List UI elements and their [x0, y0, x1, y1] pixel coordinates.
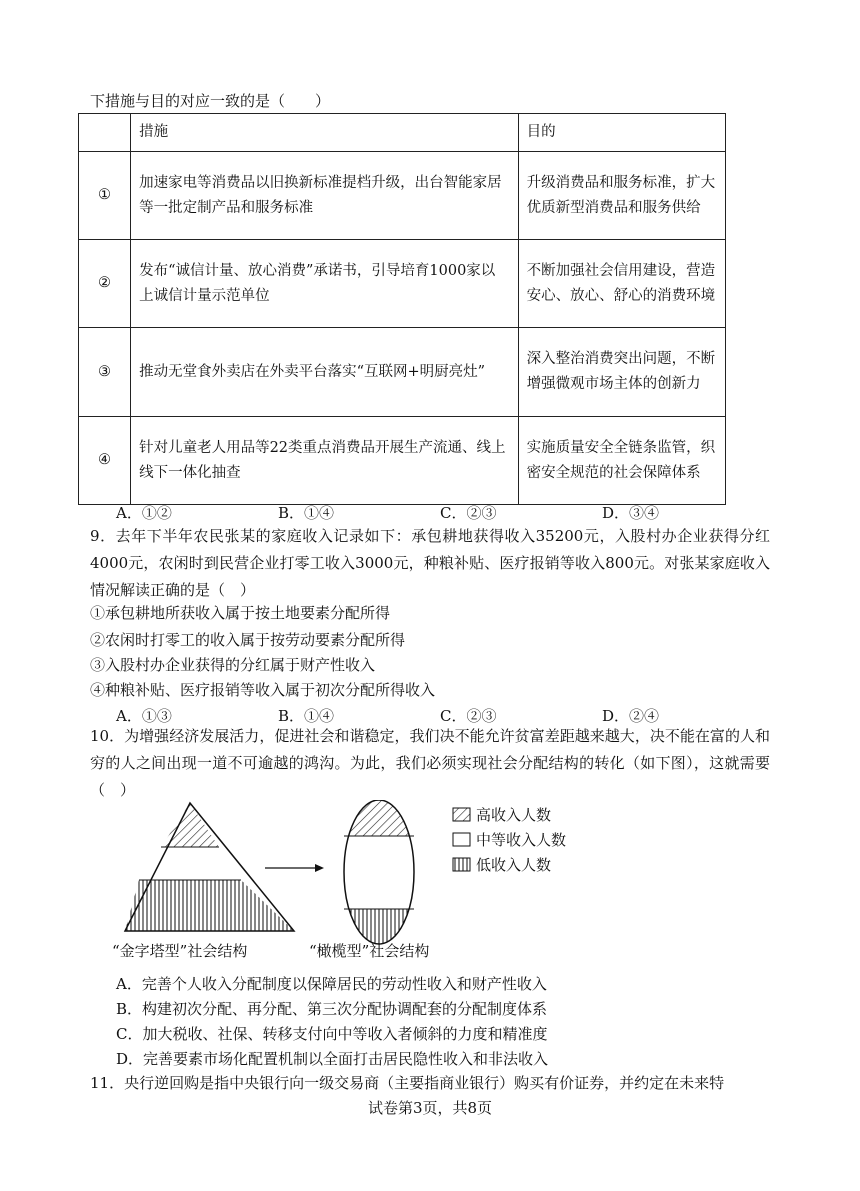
header-cell-num	[79, 114, 131, 152]
q9-statement-4: ④种粮补贴、医疗报销等收入属于初次分配所得收入	[90, 681, 436, 699]
q10-option-d[interactable]: D．完善要素市场化配置机制以全面打击居民隐性收入和非法收入	[116, 1050, 549, 1068]
row-purpose: 实施质量安全全链条监管，织密安全规范的社会保障体系	[518, 417, 725, 505]
pyramid-caption: “金字塔型”社会结构	[112, 942, 248, 960]
q9-option-c[interactable]: C．②③	[440, 707, 497, 725]
pyramid-shape	[125, 803, 294, 931]
q9-option-b[interactable]: B．①④	[278, 707, 335, 725]
pyramid-low-income	[125, 880, 294, 931]
row-purpose: 不断加强社会信用建设，营造安心、放心、舒心的消费环境	[518, 240, 725, 328]
row-purpose: 升级消费品和服务标准，扩大优质新型消费品和服务供给	[518, 152, 725, 240]
header-cell-measure: 措施	[131, 114, 519, 152]
transition-arrow	[265, 864, 324, 872]
q8-stem-tail: 下措施与目的对应一致的是（ ）	[90, 92, 331, 110]
q10-stem: 10．为增强经济发展活力，促进社会和谐稳定，我们决不能允许贫富差距越来越大，决不能在富的人和穷的人之间出现一道不可逾越的鸿沟。为此，我们必须实现社会分配结构的转化（如下图），这就需要（ ）	[90, 727, 770, 799]
q8-option-b[interactable]: B．①④	[278, 504, 335, 522]
q11-stem-start: 11．央行逆回购是指中央银行向一级交易商（主要指商业银行）购买有价证券，并约定在未来特	[90, 1074, 725, 1092]
pyramid-middle-income	[139, 847, 241, 880]
legend-high-income: 高收入人数	[476, 806, 552, 824]
pyramid-high-income	[161, 803, 219, 847]
q9-statement-3: ③入股村办企业获得的分红属于财产性收入	[90, 656, 376, 674]
q8-option-a[interactable]: A．①②	[116, 504, 172, 522]
table-header-row	[79, 114, 726, 152]
row-num: ①	[79, 152, 131, 240]
row-purpose: 深入整治消费突出问题，不断增强微观市场主体的创新力	[518, 328, 725, 417]
q8-option-d[interactable]: D．③④	[602, 504, 660, 522]
legend-swatch-middle	[453, 833, 470, 846]
measures-table	[78, 113, 726, 505]
row-measure: 加速家电等消费品以旧换新标准提档升级，出台智能家居等一批定制产品和服务标准	[131, 152, 519, 240]
q9-option-a[interactable]: A．①③	[116, 707, 172, 725]
olive-middle-income	[340, 836, 420, 909]
q8-option-c[interactable]: C．②③	[440, 504, 497, 522]
legend-swatch-high	[453, 808, 470, 821]
q9-option-d[interactable]: D．②④	[602, 707, 660, 725]
q10-option-a[interactable]: A．完善个人收入分配制度以保障居民的劳动性收入和财产性收入	[116, 975, 547, 993]
figure-legend	[453, 806, 566, 874]
table-row	[79, 417, 726, 505]
row-num: ③	[79, 328, 131, 417]
legend-swatch-low	[453, 858, 470, 871]
legend-low-income: 低收入人数	[476, 856, 552, 874]
row-measure: 推动无堂食外卖店在外卖平台落实“互联网+明厨亮灶”	[131, 328, 519, 417]
q9-statement-2: ②农闲时打零工的收入属于按劳动要素分配所得	[90, 631, 406, 649]
row-num: ④	[79, 417, 131, 505]
table-row	[79, 240, 726, 328]
row-measure: 发布“诚信计量、放心消费”承诺书，引导培育1000家以上诚信计量示范单位	[131, 240, 519, 328]
olive-caption: “橄榄型”社会结构	[309, 942, 430, 960]
q10-option-b[interactable]: B．构建初次分配、再分配、第三次分配协调配套的分配制度体系	[116, 1000, 548, 1018]
q9-statement-1: ①承包耕地所获收入属于按土地要素分配所得	[90, 604, 391, 622]
row-measure: 针对儿童老人用品等22类重点消费品开展生产流通、线上线下一体化抽查	[131, 417, 519, 505]
table-row	[79, 328, 726, 417]
income-structure-figure	[110, 800, 610, 970]
q9-stem: 9．去年下半年农民张某的家庭收入记录如下：承包耕地获得收入35200元，入股村办企业获得分红4000元，农闲时到民营企业打零工收入3000元，种粮补贴、医疗报销等收入800元。对张某家庭收入情况解读正确的是（ ）	[90, 527, 770, 599]
q8-options	[116, 502, 764, 523]
q10-option-c[interactable]: C．加大税收、社保、转移支付向中等收入者倾斜的力度和精准度	[116, 1025, 548, 1043]
legend-middle-income: 中等收入人数	[476, 831, 567, 849]
olive-shape	[340, 800, 420, 949]
page-footer: 试卷第3页，共8页	[367, 1099, 493, 1117]
header-cell-purpose: 目的	[518, 114, 725, 152]
row-num: ②	[79, 240, 131, 328]
table-row	[79, 152, 726, 240]
